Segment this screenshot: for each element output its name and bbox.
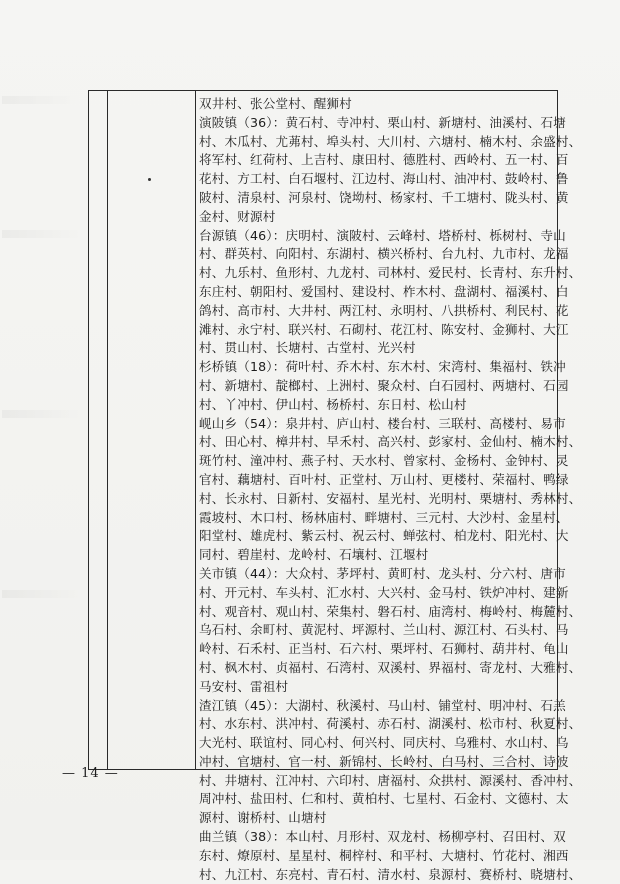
text-line: 村、贯山村、长塘村、古堂村、光兴村 xyxy=(199,340,416,356)
text-line: 村、长永村、日新村、安福村、星光村、光明村、栗塘村、秀林村、 xyxy=(199,490,582,506)
text-line: 同村、碧崖村、龙岭村、石壤村、江堰村 xyxy=(199,547,429,563)
text-line: 村、新塘村、靛榔村、上洲村、聚众村、白石园村、两塘村、石园 xyxy=(199,377,569,393)
text-line: 渣江镇（45）：大湖村、秋溪村、马山村、铺堂村、明冲村、石羔 xyxy=(199,697,566,713)
text-line: 台源镇（46）：庆明村、演陂村、云峰村、塔桥村、栎树村、寺山 xyxy=(199,227,566,243)
text-line: 演陂镇（36）：黄石村、寺冲村、栗山村、新塘村、油溪村、石塘 xyxy=(199,114,566,130)
bleed-through-mark xyxy=(2,590,82,598)
text-line: 周冲村、盐田村、仁和村、黄柏村、七星村、石金村、文德村、太 xyxy=(199,791,569,807)
text-line: 冲村、官塘村、官一村、新锦村、长岭村、白马村、三合村、诗波 xyxy=(199,753,569,769)
text-line: 岭村、石禾村、正当村、石六村、栗坪村、石狮村、葫井村、龟山 xyxy=(199,641,569,657)
text-line: 金村、财源村 xyxy=(199,208,276,224)
text-line: 村、井塘村、江冲村、六印村、唐福村、众拱村、源溪村、香冲村、 xyxy=(199,772,582,788)
text-line: 关市镇（44）：大众村、茅坪村、黄町村、龙头村、分六村、唐市 xyxy=(199,565,566,581)
text-line: 东庄村、朝阳村、爱国村、建设村、柞木村、盘湖村、福溪村、白 xyxy=(199,283,569,299)
table-column-divider xyxy=(195,91,196,769)
text-line: 东村、燎原村、星星村、桐梓村、和平村、大塘村、竹花村、湘西 xyxy=(199,847,569,863)
text-line: 官村、藕塘村、百叶村、正堂村、万山村、更楼村、荣福村、鸭绿 xyxy=(199,471,569,487)
page-number: — 14 — xyxy=(62,766,119,781)
text-line: 杉桥镇（18）：荷叶村、乔木村、东木村、宋湾村、集福村、铁冲 xyxy=(199,359,566,375)
text-line: 大光村、联谊村、同心村、何兴村、同庆村、乌雅村、水山村、乌 xyxy=(199,735,569,751)
text-line: 曲兰镇（38）：本山村、月形村、双龙村、杨柳亭村、召田村、双 xyxy=(199,829,566,845)
text-line: 源村、谢桥村、山塘村 xyxy=(199,810,327,826)
text-line: 阳堂村、雄虎村、紫云村、祝云村、蝉弦村、柏龙村、阳光村、大 xyxy=(199,528,569,544)
bleed-through-mark xyxy=(2,410,82,418)
text-line: 村、木瓜村、尤茀村、埠头村、大川村、六塘村、楠木村、余盛村、 xyxy=(199,133,582,149)
table-column-divider xyxy=(107,91,108,769)
text-line: 村、开元村、车头村、汇水村、大兴村、金马村、铁炉冲村、建新 xyxy=(199,584,569,600)
text-line: 村、田心村、樟井村、早禾村、高兴村、彭家村、金仙村、楠木村、 xyxy=(199,434,582,450)
bleed-through-mark xyxy=(2,230,82,238)
text-line: 村、枫木村、贞福村、石湾村、双溪村、界福村、寄龙村、大雅村、 xyxy=(199,659,582,675)
text-line: 村、观音村、观山村、荣集村、磐石村、庙湾村、梅岭村、梅麓村、 xyxy=(199,603,582,619)
text-line: 斑竹村、潼冲村、燕子村、天水村、曾家村、金杨村、金钟村、灵 xyxy=(199,453,569,469)
text-line: 花村、方工村、白石堰村、江边村、海山村、油冲村、鼓岭村、鲁 xyxy=(199,171,569,187)
text-line: 乌石村、余町村、黄泥村、坪源村、兰山村、源江村、石头村、马 xyxy=(199,622,569,638)
text-line: 霞坡村、木口村、杨林庙村、畔塘村、三元村、大沙村、金星村、 xyxy=(199,509,569,525)
text-line: 陂村、清泉村、河泉村、饶坳村、杨家村、千工塘村、陇头村、黄 xyxy=(199,189,569,205)
text-line: 将军村、红荷村、上吉村、康田村、德胜村、西岭村、五一村、百 xyxy=(199,152,569,168)
text-line: 村、群英村、向阳村、东湖村、横兴桥村、台九村、九市村、龙福 xyxy=(199,246,569,262)
bleed-through-mark xyxy=(2,96,82,104)
text-line: 双井村、张公堂村、醒狮村 xyxy=(199,96,352,111)
village-list-cell xyxy=(199,95,582,882)
stray-mark xyxy=(148,178,151,181)
text-line: 鸽村、高市村、大井村、两江村、永明村、八拱桥村、利民村、花 xyxy=(199,302,569,318)
text-line: 村、九乐村、鱼形村、九龙村、司林村、爱民村、长青村、东升村、 xyxy=(199,265,582,281)
text-line: 马安村、雷祖村 xyxy=(199,678,289,694)
text-line: 村、丫冲村、伊山村、杨桥村、东日村、松山村 xyxy=(199,396,467,412)
text-line: 村、九江村、东亮村、青石村、清水村、泉源村、赛桥村、晓塘村、 xyxy=(199,866,582,882)
text-line: 村、水东村、洪冲村、荷溪村、赤石村、湖溪村、松市村、秋夏村、 xyxy=(199,716,582,732)
text-line: 岘山乡（54）：泉井村、庐山村、楼台村、三联村、高楼村、易市 xyxy=(199,415,566,431)
text-line: 滩村、永宁村、联兴村、石砌村、花江村、陈安村、金狮村、大江 xyxy=(199,321,569,337)
